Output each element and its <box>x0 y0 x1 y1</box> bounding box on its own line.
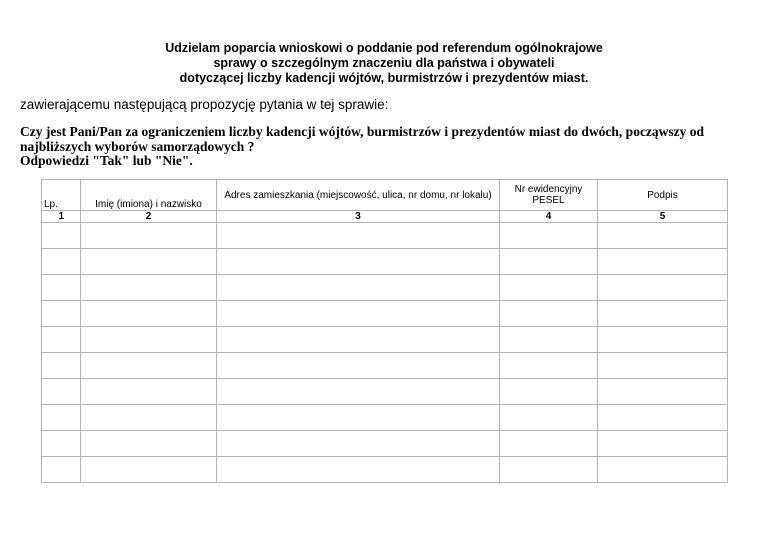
cell-lp[interactable] <box>42 353 81 379</box>
column-number-pesel: 4 <box>500 211 598 223</box>
cell-pesel[interactable] <box>500 301 598 327</box>
referendum-question <box>20 125 750 169</box>
cell-signature[interactable] <box>598 457 728 483</box>
cell-address[interactable] <box>217 431 500 457</box>
column-number-lp: 1 <box>42 211 81 223</box>
cell-signature[interactable] <box>598 275 728 301</box>
column-number-row <box>42 211 728 223</box>
cell-pesel[interactable] <box>500 327 598 353</box>
table-row <box>42 223 728 249</box>
cell-address[interactable] <box>217 379 500 405</box>
cell-lp[interactable] <box>42 275 81 301</box>
cell-pesel[interactable] <box>500 431 598 457</box>
cell-signature[interactable] <box>598 249 728 275</box>
cell-name[interactable] <box>81 327 217 353</box>
form-title <box>0 41 768 86</box>
cell-name[interactable] <box>81 249 217 275</box>
cell-name[interactable] <box>81 301 217 327</box>
cell-lp[interactable] <box>42 379 81 405</box>
cell-lp[interactable] <box>42 327 81 353</box>
header-row <box>42 180 728 211</box>
cell-name[interactable] <box>81 223 217 249</box>
cell-signature[interactable] <box>598 431 728 457</box>
cell-pesel[interactable] <box>500 249 598 275</box>
table-row <box>42 301 728 327</box>
cell-pesel[interactable] <box>500 405 598 431</box>
cell-lp[interactable] <box>42 405 81 431</box>
table-row <box>42 457 728 483</box>
header-address: Adres zamieszkania (miejscowość, ulica, nr domu, nr lokalu) <box>217 180 500 211</box>
table-row <box>42 405 728 431</box>
cell-lp[interactable] <box>42 431 81 457</box>
cell-signature[interactable] <box>598 379 728 405</box>
table-row <box>42 249 728 275</box>
cell-pesel[interactable] <box>500 275 598 301</box>
cell-name[interactable] <box>81 275 217 301</box>
cell-address[interactable] <box>217 301 500 327</box>
cell-name[interactable] <box>81 405 217 431</box>
table-row <box>42 379 728 405</box>
header-name: Imię (imiona) i nazwisko <box>81 180 217 211</box>
cell-pesel[interactable] <box>500 353 598 379</box>
column-number-address: 3 <box>217 211 500 223</box>
cell-pesel[interactable] <box>500 379 598 405</box>
intro-text: zawierającemu następującą propozycję pytania w tej sprawie: <box>20 97 389 112</box>
question-line-1: Czy jest Pani/Pan za ograniczeniem liczby kadencji wójtów, burmistrzów i prezydentów miast do dwóch, począwszy od <box>20 124 705 139</box>
cell-address[interactable] <box>217 223 500 249</box>
cell-address[interactable] <box>217 249 500 275</box>
cell-lp[interactable] <box>42 223 81 249</box>
cell-name[interactable] <box>81 353 217 379</box>
table-row <box>42 327 728 353</box>
title-line-2: sprawy o szczególnym znaczeniu dla państwa i obywateli <box>213 56 555 70</box>
header-lp: Lp. <box>42 180 81 211</box>
column-number-name: 2 <box>81 211 217 223</box>
cell-pesel[interactable] <box>500 223 598 249</box>
cell-signature[interactable] <box>598 353 728 379</box>
title-line-3: dotyczącej liczby kadencji wójtów, burmistrzów i prezydentów miast. <box>179 71 589 85</box>
cell-signature[interactable] <box>598 327 728 353</box>
cell-address[interactable] <box>217 457 500 483</box>
question-line-3: Odpowiedzi "Tak" lub "Nie". <box>20 153 193 168</box>
cell-lp[interactable] <box>42 301 81 327</box>
header-signature: Podpis <box>598 180 728 211</box>
signature-table <box>41 179 728 483</box>
table-row <box>42 353 728 379</box>
cell-signature[interactable] <box>598 223 728 249</box>
cell-pesel[interactable] <box>500 457 598 483</box>
cell-lp[interactable] <box>42 457 81 483</box>
cell-name[interactable] <box>81 431 217 457</box>
cell-address[interactable] <box>217 405 500 431</box>
table-row <box>42 275 728 301</box>
table-row <box>42 431 728 457</box>
cell-signature[interactable] <box>598 301 728 327</box>
cell-name[interactable] <box>81 457 217 483</box>
title-line-1: Udzielam poparcia wnioskowi o poddanie pod referendum ogólnokrajowe <box>165 41 603 55</box>
cell-address[interactable] <box>217 327 500 353</box>
question-line-2: najbliższych wyborów samorządowych ? <box>20 138 255 154</box>
cell-signature[interactable] <box>598 405 728 431</box>
column-number-signature: 5 <box>598 211 728 223</box>
cell-address[interactable] <box>217 353 500 379</box>
cell-lp[interactable] <box>42 249 81 275</box>
cell-address[interactable] <box>217 275 500 301</box>
header-pesel: Nr ewidencyjny PESEL <box>500 180 598 211</box>
cell-name[interactable] <box>81 379 217 405</box>
